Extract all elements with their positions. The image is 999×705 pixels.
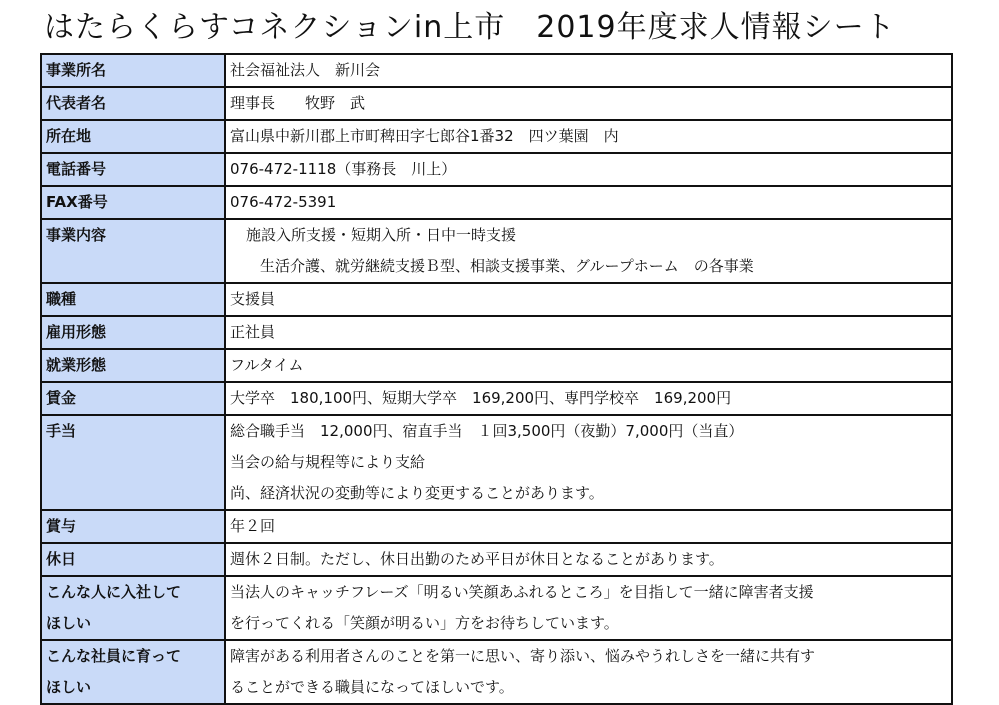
row-value — [225, 153, 952, 186]
row-value — [225, 283, 952, 316]
table-row — [41, 54, 952, 87]
ideal-applicant-line-2: を行ってくれる「笑顔が明るい」方をお待ちしています。 — [230, 614, 619, 632]
ideal-applicant-label-2: ほしい — [46, 614, 92, 632]
phone-value: 076-472-1118（事務長 川上） — [230, 160, 457, 178]
row-value — [225, 576, 952, 640]
row-label: 代表者名 — [41, 87, 225, 120]
table-row — [41, 640, 952, 704]
row-label: 事業内容 — [41, 219, 225, 283]
row-value — [225, 87, 952, 120]
row-value — [225, 415, 952, 510]
row-label: 賃金 — [41, 382, 225, 415]
job-info-table — [40, 53, 953, 705]
ideal-employee-line-2: ることができる職員になってほしいです。 — [230, 678, 514, 696]
row-value — [225, 54, 952, 87]
row-label: 賞与 — [41, 510, 225, 543]
office-name-value: 社会福祉法人 新川会 — [230, 61, 381, 79]
table-row — [41, 510, 952, 543]
table-row — [41, 120, 952, 153]
table-row — [41, 283, 952, 316]
table-row — [41, 219, 952, 283]
ideal-applicant-line-1: 当法人のキャッチフレーズ「明るい笑顔あふれるところ」を目指して一緒に障害者支援 — [230, 583, 814, 601]
row-label: 電話番号 — [41, 153, 225, 186]
row-label: 職種 — [41, 283, 225, 316]
business-line-1: 施設入所支援・短期入所・日中一時支援 — [246, 226, 517, 244]
row-value — [225, 120, 952, 153]
row-label — [41, 576, 225, 640]
business-line-2: 生活介護、就労継続支援Ｂ型、相談支援事業、グループホーム の各事業 — [260, 257, 754, 275]
employment-type-value: 正社員 — [230, 323, 276, 341]
ideal-applicant-label-1: こんな人に入社して — [46, 583, 182, 601]
table-row — [41, 316, 952, 349]
job-type-value: 支援員 — [230, 290, 276, 308]
work-style-value: フルタイム — [230, 356, 304, 374]
allowance-line-3: 尚、経済状況の変動等により変更することがあります。 — [230, 484, 604, 502]
row-label: 所在地 — [41, 120, 225, 153]
row-value — [225, 640, 952, 704]
address-value: 富山県中新川郡上市町稗田字七郎谷1番32 四ツ葉園 内 — [230, 127, 619, 145]
row-label: 休日 — [41, 543, 225, 576]
row-value — [225, 382, 952, 415]
allowance-line-2: 当会の給与規程等により支給 — [230, 453, 426, 471]
table-row — [41, 543, 952, 576]
row-value — [225, 349, 952, 382]
ideal-employee-label-2: ほしい — [46, 678, 92, 696]
row-value — [225, 543, 952, 576]
row-value — [225, 510, 952, 543]
ideal-employee-line-1: 障害がある利用者さんのことを第一に思い、寄り添い、悩みやうれしさを一緒に共有す — [230, 647, 816, 665]
row-value — [225, 186, 952, 219]
row-label: FAX番号 — [41, 186, 225, 219]
fax-value: 076-472-5391 — [230, 193, 337, 211]
row-label: 雇用形態 — [41, 316, 225, 349]
table-row — [41, 349, 952, 382]
page-title: はたらくらすコネクションin上市 2019年度求人情報シート — [44, 10, 896, 45]
holiday-value: 週休２日制。ただし、休日出勤のため平日が休日となることがあります。 — [230, 550, 724, 568]
table-row — [41, 415, 952, 510]
table-row — [41, 153, 952, 186]
row-label: 手当 — [41, 415, 225, 510]
table-row — [41, 576, 952, 640]
row-label: 事業所名 — [41, 54, 225, 87]
wage-value: 大学卒 180,100円、短期大学卒 169,200円、専門学校卒 169,200円 — [230, 389, 732, 407]
bonus-value: 年２回 — [230, 517, 276, 535]
table-row — [41, 87, 952, 120]
allowance-line-1: 総合職手当 12,000円、宿直手当 １回3,500円（夜勤）7,000円（当直） — [230, 422, 744, 440]
row-label — [41, 640, 225, 704]
table-row — [41, 382, 952, 415]
representative-value: 理事長 牧野 武 — [230, 94, 366, 112]
row-value — [225, 219, 952, 283]
table-row — [41, 186, 952, 219]
ideal-employee-label-1: こんな社員に育って — [46, 647, 182, 665]
row-value — [225, 316, 952, 349]
row-label: 就業形態 — [41, 349, 225, 382]
